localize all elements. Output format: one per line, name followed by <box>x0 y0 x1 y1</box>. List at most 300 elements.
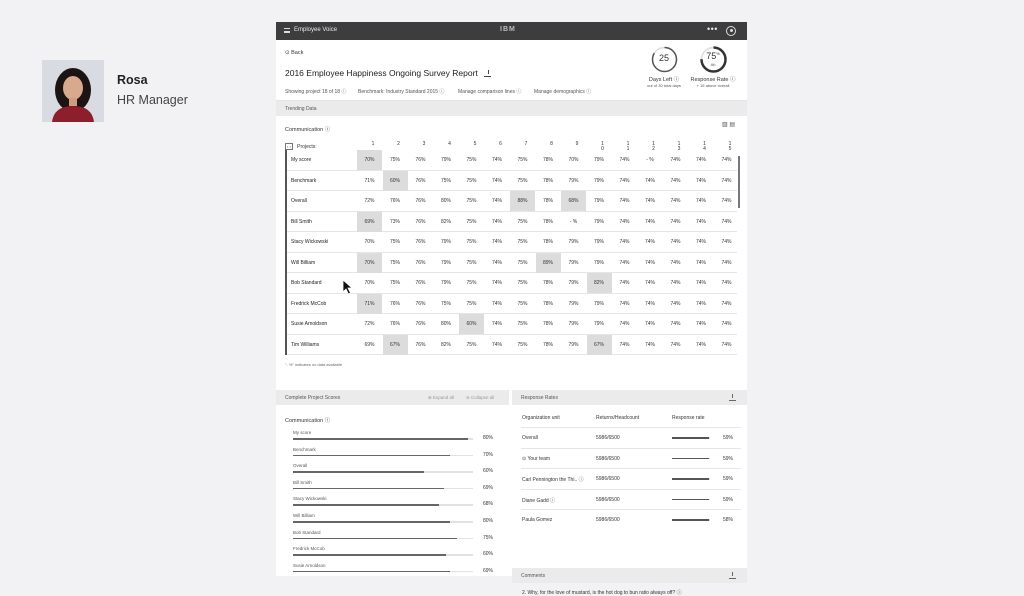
table-cell[interactable]: 82% <box>587 273 612 293</box>
table-cell[interactable]: 74% <box>695 177 706 184</box>
score-row[interactable] <box>293 447 498 464</box>
table-cell[interactable]: 74% <box>491 341 502 348</box>
row-label: Will Billiam <box>291 259 316 266</box>
table-cell[interactable]: 74% <box>670 300 681 307</box>
score-name: Stacy Wickowski <box>293 496 327 502</box>
rate-track <box>672 437 710 439</box>
table-cell[interactable]: 75% <box>517 218 528 225</box>
table-cell[interactable]: 75% <box>517 259 528 266</box>
table-cell[interactable]: 75% <box>517 177 528 184</box>
table-cell[interactable]: 75% <box>389 259 400 266</box>
table-cell[interactable]: 74% <box>619 198 630 204</box>
table-cell[interactable]: 74% <box>670 280 681 286</box>
table-cell[interactable]: 74% <box>721 198 732 204</box>
table-cell[interactable]: 75% <box>466 259 477 266</box>
table-cell[interactable]: 69% <box>364 341 375 348</box>
column-number: 7 <box>524 141 528 147</box>
rate-unit: ⊙ Your team <box>522 455 551 462</box>
table-cell[interactable]: 69% <box>357 212 382 232</box>
table-cell[interactable]: 76% <box>415 157 426 163</box>
table-cell[interactable]: 74% <box>644 239 655 245</box>
score-percent: 60% <box>483 551 494 558</box>
table-cell[interactable]: 74% <box>695 218 706 225</box>
table-cell[interactable]: 78% <box>542 341 553 348</box>
table-cell[interactable]: 76% <box>389 198 400 204</box>
table-cell[interactable]: 74% <box>670 218 681 225</box>
response-rate-gauge <box>681 46 745 88</box>
table-cell[interactable]: 74% <box>644 259 655 266</box>
table-cell[interactable]: 79% <box>568 280 579 286</box>
response-rate-rank: 4th <box>710 63 716 67</box>
rate-row[interactable] <box>521 468 741 489</box>
rate-unit: Overall <box>522 435 538 441</box>
scores-communication-label[interactable]: Communication ⓘ <box>285 418 331 424</box>
table-cell[interactable]: 74% <box>695 198 706 204</box>
score-percent: 70% <box>483 451 494 458</box>
score-percent: 75% <box>483 534 494 541</box>
table-cell[interactable]: 74% <box>644 341 655 348</box>
report-header <box>276 40 747 101</box>
table-row[interactable] <box>287 314 737 335</box>
table-cell[interactable]: 79% <box>568 321 579 327</box>
table-row[interactable] <box>287 171 737 192</box>
col-response-rate: Response rate <box>672 415 705 421</box>
row-label: Tim Williams <box>291 341 320 348</box>
table-cell[interactable]: 79% <box>593 198 604 204</box>
projects-header <box>285 143 317 150</box>
table-cell[interactable]: 74% <box>670 341 681 348</box>
row-label: My score <box>291 157 312 163</box>
table-cell[interactable]: 82% <box>440 218 451 225</box>
table-row[interactable] <box>287 150 737 171</box>
table-cell[interactable]: 74% <box>670 239 681 245</box>
comments-panel-header: Comments <box>512 568 747 583</box>
table-cell[interactable]: 73% <box>389 218 400 225</box>
table-cell[interactable]: 78% <box>542 177 553 184</box>
rate-unit: Carl Pennington the Thi.. ⓘ <box>522 477 584 483</box>
rate-returns: 5986/6500 <box>596 476 620 482</box>
trending-panel <box>276 116 747 388</box>
rate-returns: 5986/6500 <box>596 517 620 523</box>
table-cell[interactable]: 74% <box>619 157 630 163</box>
table-cell[interactable]: 76% <box>389 300 400 307</box>
score-name: Bob Standard <box>293 529 321 535</box>
table-cell[interactable]: 76% <box>389 321 400 327</box>
score-bar <box>293 571 450 573</box>
table-cell[interactable]: 78% <box>542 218 553 225</box>
table-cell[interactable]: 71% <box>364 177 375 184</box>
table-cell[interactable]: 60% <box>383 171 408 191</box>
table-cell[interactable]: 74% <box>721 239 732 245</box>
showing-project[interactable]: Showing project 18 of 18 ⓘ <box>285 89 347 95</box>
table-cell[interactable]: 78% <box>542 280 553 286</box>
table-cell[interactable]: 75% <box>466 177 477 184</box>
table-cell[interactable]: 75% <box>389 280 400 286</box>
column-number: 4 <box>448 141 451 147</box>
back-link[interactable]: ⊙ Back <box>285 50 304 56</box>
table-cell[interactable]: 79% <box>593 239 604 245</box>
table-cell[interactable]: 76% <box>415 239 426 245</box>
table-cell[interactable]: 74% <box>491 157 502 163</box>
table-cell[interactable]: 74% <box>619 321 630 327</box>
score-bar <box>293 438 468 440</box>
column-number: 9 <box>575 141 579 147</box>
benchmark-link[interactable]: Benchmark: Industry Standard 2015 ⓘ <box>358 89 445 95</box>
score-bar <box>293 471 424 473</box>
report-title: 2016 Employee Happiness Ongoing Survey Report <box>285 68 478 78</box>
table-cell[interactable]: 76% <box>415 341 426 348</box>
projects-label: Projects: <box>297 144 317 150</box>
table-cell[interactable]: 82% <box>440 341 451 348</box>
table-cell[interactable]: 79% <box>593 300 604 307</box>
score-name: Will Billiam <box>293 513 315 518</box>
table-cell[interactable]: 89% <box>536 253 561 273</box>
table-cell[interactable]: 74% <box>619 341 630 348</box>
table-cell[interactable]: 74% <box>670 177 681 184</box>
table-cell[interactable]: 74% <box>670 259 681 266</box>
score-row[interactable] <box>293 480 498 497</box>
score-row[interactable] <box>293 496 498 513</box>
score-row[interactable] <box>293 463 498 480</box>
table-cell[interactable]: 74% <box>721 300 732 307</box>
table-row[interactable] <box>287 253 737 274</box>
table-cell[interactable]: 76% <box>415 280 426 286</box>
table-cell[interactable]: 79% <box>593 321 604 327</box>
column-number: 5 <box>473 141 477 147</box>
table-cell[interactable]: 76% <box>415 218 426 225</box>
row-label: Bob Standard <box>291 280 322 286</box>
top-bar <box>276 22 747 40</box>
rate-percent: 59% <box>723 435 734 441</box>
table-cell[interactable]: 75% <box>466 198 477 204</box>
row-label: Fredrick McCob <box>291 300 327 307</box>
table-cell[interactable]: 74% <box>695 321 706 327</box>
score-name: Benchmark <box>293 446 316 452</box>
rate-percent: 58% <box>723 517 734 523</box>
row-label: Benchmark <box>291 177 317 184</box>
table-cell[interactable]: 75% <box>517 157 528 163</box>
rate-row[interactable] <box>521 448 741 469</box>
row-label: Stacy Wickowski <box>291 239 329 245</box>
table-cell[interactable]: 88% <box>510 191 535 211</box>
table-cell[interactable]: 74% <box>670 198 681 204</box>
column-number: 1 5 <box>728 141 732 152</box>
table-cell[interactable]: 76% <box>415 259 426 266</box>
col-returns: Returns/Headcount <box>596 415 640 421</box>
rate-unit: Diane Gadd ⓘ <box>522 497 556 504</box>
avatar <box>42 60 104 122</box>
table-cell[interactable]: 79% <box>593 218 604 225</box>
table-cell[interactable]: 74% <box>721 280 732 286</box>
table-cell[interactable]: 74% <box>644 300 655 307</box>
manage-demographics-link[interactable]: Manage demographics ⓘ <box>534 89 592 95</box>
score-percent: 80% <box>483 518 494 524</box>
table-cell[interactable]: 76% <box>415 300 426 307</box>
table-cell[interactable]: 74% <box>619 239 630 245</box>
table-cell[interactable]: 75% <box>466 157 477 163</box>
rate-track <box>672 478 710 480</box>
table-cell[interactable]: 78% <box>542 321 553 327</box>
column-number: 1 0 <box>601 141 604 152</box>
rate-bar <box>672 437 709 439</box>
download-icon[interactable] <box>484 70 491 77</box>
ibm-logo: IBM <box>500 26 516 33</box>
rate-row[interactable] <box>521 427 741 448</box>
user-icon[interactable] <box>726 26 736 36</box>
table-cell[interactable]: 70% <box>357 150 382 170</box>
table-cell[interactable]: 74% <box>491 321 502 327</box>
app-window <box>276 22 747 596</box>
persona-role: HR Manager <box>117 93 188 107</box>
column-number: 6 <box>499 141 502 147</box>
rate-returns: 5986/6500 <box>596 435 620 441</box>
column-number: 1 4 <box>703 141 706 152</box>
score-percent: 68% <box>483 501 494 508</box>
rate-percent: 59% <box>723 496 734 503</box>
table-cell[interactable]: 74% <box>695 341 706 348</box>
score-row[interactable] <box>293 513 498 530</box>
score-track <box>293 521 473 523</box>
table-cell[interactable]: 68% <box>561 191 586 211</box>
row-label: Susie Arnoldson <box>291 321 328 327</box>
rate-row[interactable] <box>521 489 741 510</box>
table-scrollbar[interactable] <box>737 150 741 354</box>
rate-unit: Paula Gomez <box>522 517 553 523</box>
table-cell[interactable]: 74% <box>721 157 732 163</box>
rate-bar <box>672 499 709 501</box>
table-cell[interactable]: 80% <box>440 198 451 204</box>
table-cell[interactable]: 74% <box>644 218 655 225</box>
score-row[interactable] <box>293 546 498 563</box>
score-name: My score <box>293 430 312 435</box>
rate-returns: 5986/6500 <box>596 455 620 462</box>
table-row[interactable] <box>287 191 737 212</box>
table-cell[interactable]: 76% <box>415 177 426 184</box>
score-bar <box>293 538 457 540</box>
table-cell[interactable]: - % <box>569 218 578 225</box>
days-left-note: out of 30 total days <box>647 83 681 88</box>
table-cell[interactable]: 74% <box>670 321 681 327</box>
table-cell[interactable]: 74% <box>491 218 502 225</box>
collapse-all-button[interactable]: ⊖ Collapse all <box>466 395 495 400</box>
table-cell[interactable]: 70% <box>364 239 375 245</box>
rate-bar <box>672 458 709 460</box>
table-cell[interactable]: 74% <box>644 198 655 204</box>
score-track <box>293 438 473 440</box>
score-track <box>293 554 473 556</box>
table-cell[interactable]: 74% <box>695 259 706 266</box>
manage-comparison-link[interactable]: Manage comparison lines ⓘ <box>458 89 522 95</box>
score-track <box>293 504 473 506</box>
table-cell[interactable]: 75% <box>517 239 528 245</box>
table-cell[interactable]: 79% <box>593 177 604 184</box>
rate-returns: 5986/6500 <box>596 496 620 503</box>
table-cell[interactable]: 79% <box>593 157 604 163</box>
table-cell[interactable]: 70% <box>357 253 382 273</box>
table-row[interactable] <box>287 273 737 294</box>
table-cell[interactable]: 67% <box>383 335 408 355</box>
table-cell[interactable]: 74% <box>721 341 732 348</box>
table-cell[interactable]: 76% <box>415 198 426 204</box>
table-cell[interactable]: 67% <box>587 335 612 355</box>
table-cell[interactable]: 75% <box>517 341 528 348</box>
table-cell[interactable]: - % <box>646 157 654 163</box>
table-cell[interactable]: 74% <box>491 198 502 204</box>
table-cell[interactable]: 79% <box>568 177 579 184</box>
score-track <box>293 488 473 490</box>
table-cell[interactable]: 70% <box>364 280 375 286</box>
rate-track <box>672 499 710 501</box>
score-track <box>293 471 473 473</box>
table-cell[interactable]: 75% <box>389 157 400 163</box>
table-cell[interactable]: 74% <box>619 218 630 225</box>
table-cell[interactable]: 75% <box>466 280 477 286</box>
menu-icon[interactable] <box>284 28 290 33</box>
table-cell[interactable]: 79% <box>440 157 451 163</box>
table-cell[interactable]: 74% <box>491 239 502 245</box>
score-row[interactable] <box>293 530 498 547</box>
table-cell[interactable]: 71% <box>357 294 382 314</box>
table-cell[interactable]: 76% <box>415 321 426 327</box>
table-cell[interactable]: 74% <box>695 300 706 307</box>
table-cell[interactable]: 78% <box>542 300 553 307</box>
table-cell[interactable]: 75% <box>440 177 451 184</box>
trending-band: Trending Data <box>276 101 747 116</box>
table-cell[interactable]: 70% <box>568 157 579 163</box>
score-percent: 69% <box>483 484 494 491</box>
rates-download-icon[interactable] <box>729 394 736 401</box>
rate-percent: 59% <box>723 476 734 482</box>
table-row[interactable] <box>287 294 737 315</box>
table-cell[interactable]: 75% <box>466 239 477 245</box>
mouse-cursor-icon <box>342 279 354 295</box>
table-cell[interactable]: 74% <box>491 280 502 286</box>
table-row[interactable] <box>287 335 737 356</box>
table-cell[interactable]: 74% <box>644 321 655 327</box>
table-cell[interactable]: 72% <box>364 321 375 327</box>
table-cell[interactable]: 75% <box>389 239 400 245</box>
table-cell[interactable]: 74% <box>721 218 732 225</box>
more-options-icon[interactable]: ••• <box>707 24 718 34</box>
score-bar <box>293 504 439 506</box>
score-row[interactable] <box>293 430 498 447</box>
score-name: Bill Smith <box>293 479 312 485</box>
response-rate-label: Response Rate ⓘ <box>690 77 736 83</box>
table-cell[interactable]: 75% <box>517 321 528 327</box>
row-label: Bill Smith <box>291 218 312 225</box>
table-cell[interactable]: 78% <box>542 239 553 245</box>
table-cell[interactable]: 79% <box>568 259 579 266</box>
table-cell[interactable]: 72% <box>364 198 375 204</box>
table-cell[interactable]: 75% <box>517 300 528 307</box>
table-cell[interactable]: 78% <box>542 157 553 163</box>
table-cell[interactable]: 79% <box>440 239 451 245</box>
table-cell[interactable]: 74% <box>695 280 706 286</box>
score-bar <box>293 521 450 523</box>
app-title: Employee Voice <box>294 27 338 33</box>
row-label: Overall <box>291 198 307 204</box>
comments-download-icon[interactable] <box>729 572 736 579</box>
table-cell[interactable]: 74% <box>619 300 630 307</box>
table-cell[interactable]: 74% <box>491 177 502 184</box>
score-name: Fredrick McCob <box>293 546 325 552</box>
score-track <box>293 455 473 457</box>
rate-row[interactable] <box>521 509 741 530</box>
communication-label[interactable]: Communication ⓘ <box>285 127 331 133</box>
table-cell[interactable]: 75% <box>466 218 477 225</box>
table-cell[interactable]: 74% <box>491 259 502 266</box>
column-number: 8 <box>550 141 553 147</box>
table-cell[interactable]: 75% <box>466 300 477 307</box>
comment-question: 2. Why, for the love of mustard, is the hot dog to bun ratio always off? ⓘ <box>522 590 682 596</box>
column-number: 1 <box>371 141 375 147</box>
score-bar <box>293 554 446 556</box>
table-cell[interactable]: 75% <box>517 280 528 286</box>
expand-all-button[interactable]: ⊕ Expand all <box>428 395 455 400</box>
table-cell[interactable]: 60% <box>459 314 484 334</box>
table-cell[interactable]: 74% <box>721 321 732 327</box>
score-track <box>293 538 473 540</box>
table-cell[interactable]: 74% <box>619 259 630 266</box>
scroll-thumb[interactable] <box>738 156 740 208</box>
table-cell[interactable]: 79% <box>440 280 451 286</box>
score-bar <box>293 488 444 490</box>
table-cell[interactable]: 74% <box>721 177 732 184</box>
table-cell[interactable]: 79% <box>593 259 604 266</box>
rate-percent: 59% <box>723 455 734 462</box>
days-left-label: Days Left ⓘ <box>648 77 680 83</box>
table-cell[interactable]: 74% <box>644 177 655 184</box>
rate-track <box>672 519 710 521</box>
table-cell[interactable]: 75% <box>466 341 477 348</box>
table-cell[interactable]: 80% <box>440 321 451 327</box>
score-name: Susie Arnoldson <box>293 562 326 568</box>
no-data-footnote: "- %" indicates no data available <box>285 362 343 367</box>
table-cell[interactable]: 74% <box>695 157 706 163</box>
table-row[interactable] <box>287 212 737 233</box>
persona-name: Rosa <box>117 73 148 87</box>
table-cell[interactable]: 74% <box>644 280 655 286</box>
score-row[interactable] <box>293 563 498 580</box>
table-cell[interactable]: 74% <box>619 177 630 184</box>
table-cell[interactable]: 79% <box>440 259 451 266</box>
table-cell[interactable]: 74% <box>619 280 630 286</box>
table-row[interactable] <box>287 232 737 253</box>
table-cell[interactable]: 79% <box>568 239 579 245</box>
table-cell[interactable]: 74% <box>695 239 706 245</box>
table-cell[interactable]: 78% <box>542 198 553 204</box>
column-number: 3 <box>422 141 426 147</box>
response-rate-note: + 15 above overall <box>696 83 730 88</box>
rates-panel-header: Response Rates <box>512 390 747 405</box>
score-track <box>293 571 473 573</box>
rate-bar <box>672 478 709 480</box>
persona-card <box>42 60 242 124</box>
column-number: 1 1 <box>626 141 630 152</box>
table-cell[interactable]: 79% <box>568 300 579 307</box>
table-cell[interactable]: 75% <box>440 300 451 307</box>
chart-view-icon[interactable]: ▨ ▤ <box>722 122 736 128</box>
column-number: 2 <box>397 141 400 147</box>
table-cell[interactable]: 74% <box>491 300 502 307</box>
table-cell[interactable]: 74% <box>721 259 732 266</box>
rate-bar <box>672 519 709 521</box>
table-cell[interactable]: 79% <box>568 341 579 348</box>
table-cell[interactable]: 74% <box>670 157 681 163</box>
page-title <box>285 68 491 78</box>
project-nav-arrows[interactable]: ‹ › <box>287 144 291 149</box>
column-number: 1 2 <box>652 141 655 152</box>
